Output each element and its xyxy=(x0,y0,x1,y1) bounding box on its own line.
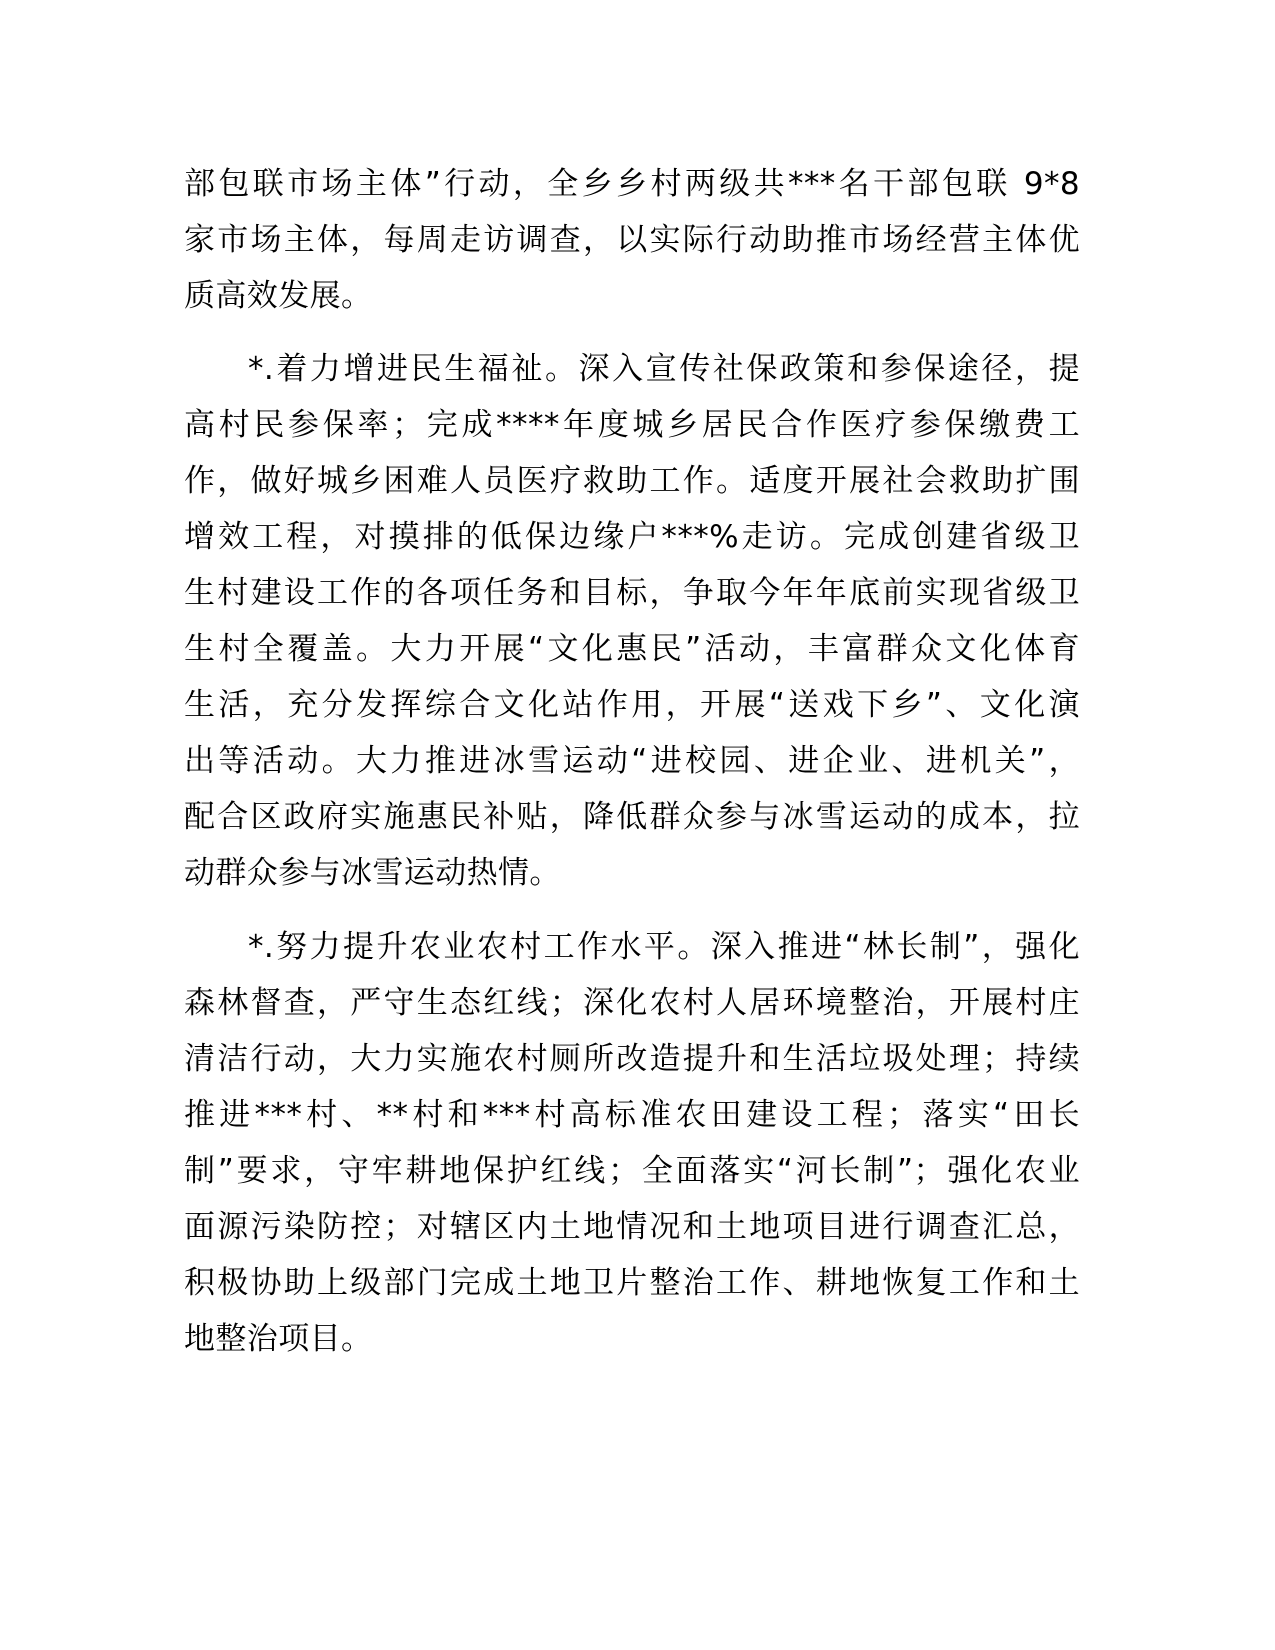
paragraph-line: 积极协助上级部门完成土地卫片整治工作、耕地恢复工作和土 xyxy=(184,1265,1080,1301)
paragraph-line: *.努力提升农业农村工作水平。深入推进“林长制”，强化 xyxy=(248,929,1080,965)
paragraph-market-entities xyxy=(184,156,1080,324)
paragraph-line: 出等活动。大力推进冰雪运动“进校园、进企业、进机关”， xyxy=(184,743,1080,779)
paragraph-line: 增效工程，对摸排的低保边缘户***%走访。完成创建省级卫 xyxy=(184,519,1080,555)
paragraph-line: 生活，充分发挥综合文化站作用，开展“送戏下乡”、文化演 xyxy=(184,687,1080,723)
paragraph-line: 配合区政府实施惠民补贴，降低群众参与冰雪运动的成本，拉 xyxy=(184,799,1080,835)
paragraph-line: 推进***村、**村和***村高标准农田建设工程；落实“田长 xyxy=(184,1097,1080,1133)
paragraph-line: 面源污染防控；对辖区内土地情况和土地项目进行调查汇总， xyxy=(184,1209,1080,1245)
paragraph-line: *.着力增进民生福祉。深入宣传社保政策和参保途径，提 xyxy=(248,351,1080,387)
paragraph-line: 质高效发展。 xyxy=(184,278,373,314)
paragraph-line: 制”要求，守牢耕地保护红线；全面落实“河长制”；强化农业 xyxy=(184,1153,1080,1189)
paragraph-line: 清洁行动，大力实施农村厕所改造提升和生活垃圾处理；持续 xyxy=(184,1041,1080,1077)
paragraph-line: 生村全覆盖。大力开展“文化惠民”活动，丰富群众文化体育 xyxy=(184,631,1080,667)
paragraph-line: 生村建设工作的各项任务和目标，争取今年年底前实现省级卫 xyxy=(184,575,1080,611)
paragraph-agriculture xyxy=(184,919,1080,1367)
paragraph-livelihood xyxy=(184,341,1080,901)
paragraph-line: 动群众参与冰雪运动热情。 xyxy=(184,855,561,891)
paragraph-line: 家市场主体，每周走访调查，以实际行动助推市场经营主体优 xyxy=(184,222,1080,258)
paragraph-line: 部包联市场主体”行动，全乡乡村两级共***名干部包联 9*8 xyxy=(184,166,1080,202)
paragraph-line: 地整治项目。 xyxy=(184,1321,373,1357)
paragraph-line: 高村民参保率；完成****年度城乡居民合作医疗参保缴费工 xyxy=(184,407,1080,443)
paragraph-line: 作，做好城乡困难人员医疗救助工作。适度开展社会救助扩围 xyxy=(184,463,1080,499)
paragraph-line: 森林督查，严守生态红线；深化农村人居环境整治，开展村庄 xyxy=(184,985,1080,1021)
